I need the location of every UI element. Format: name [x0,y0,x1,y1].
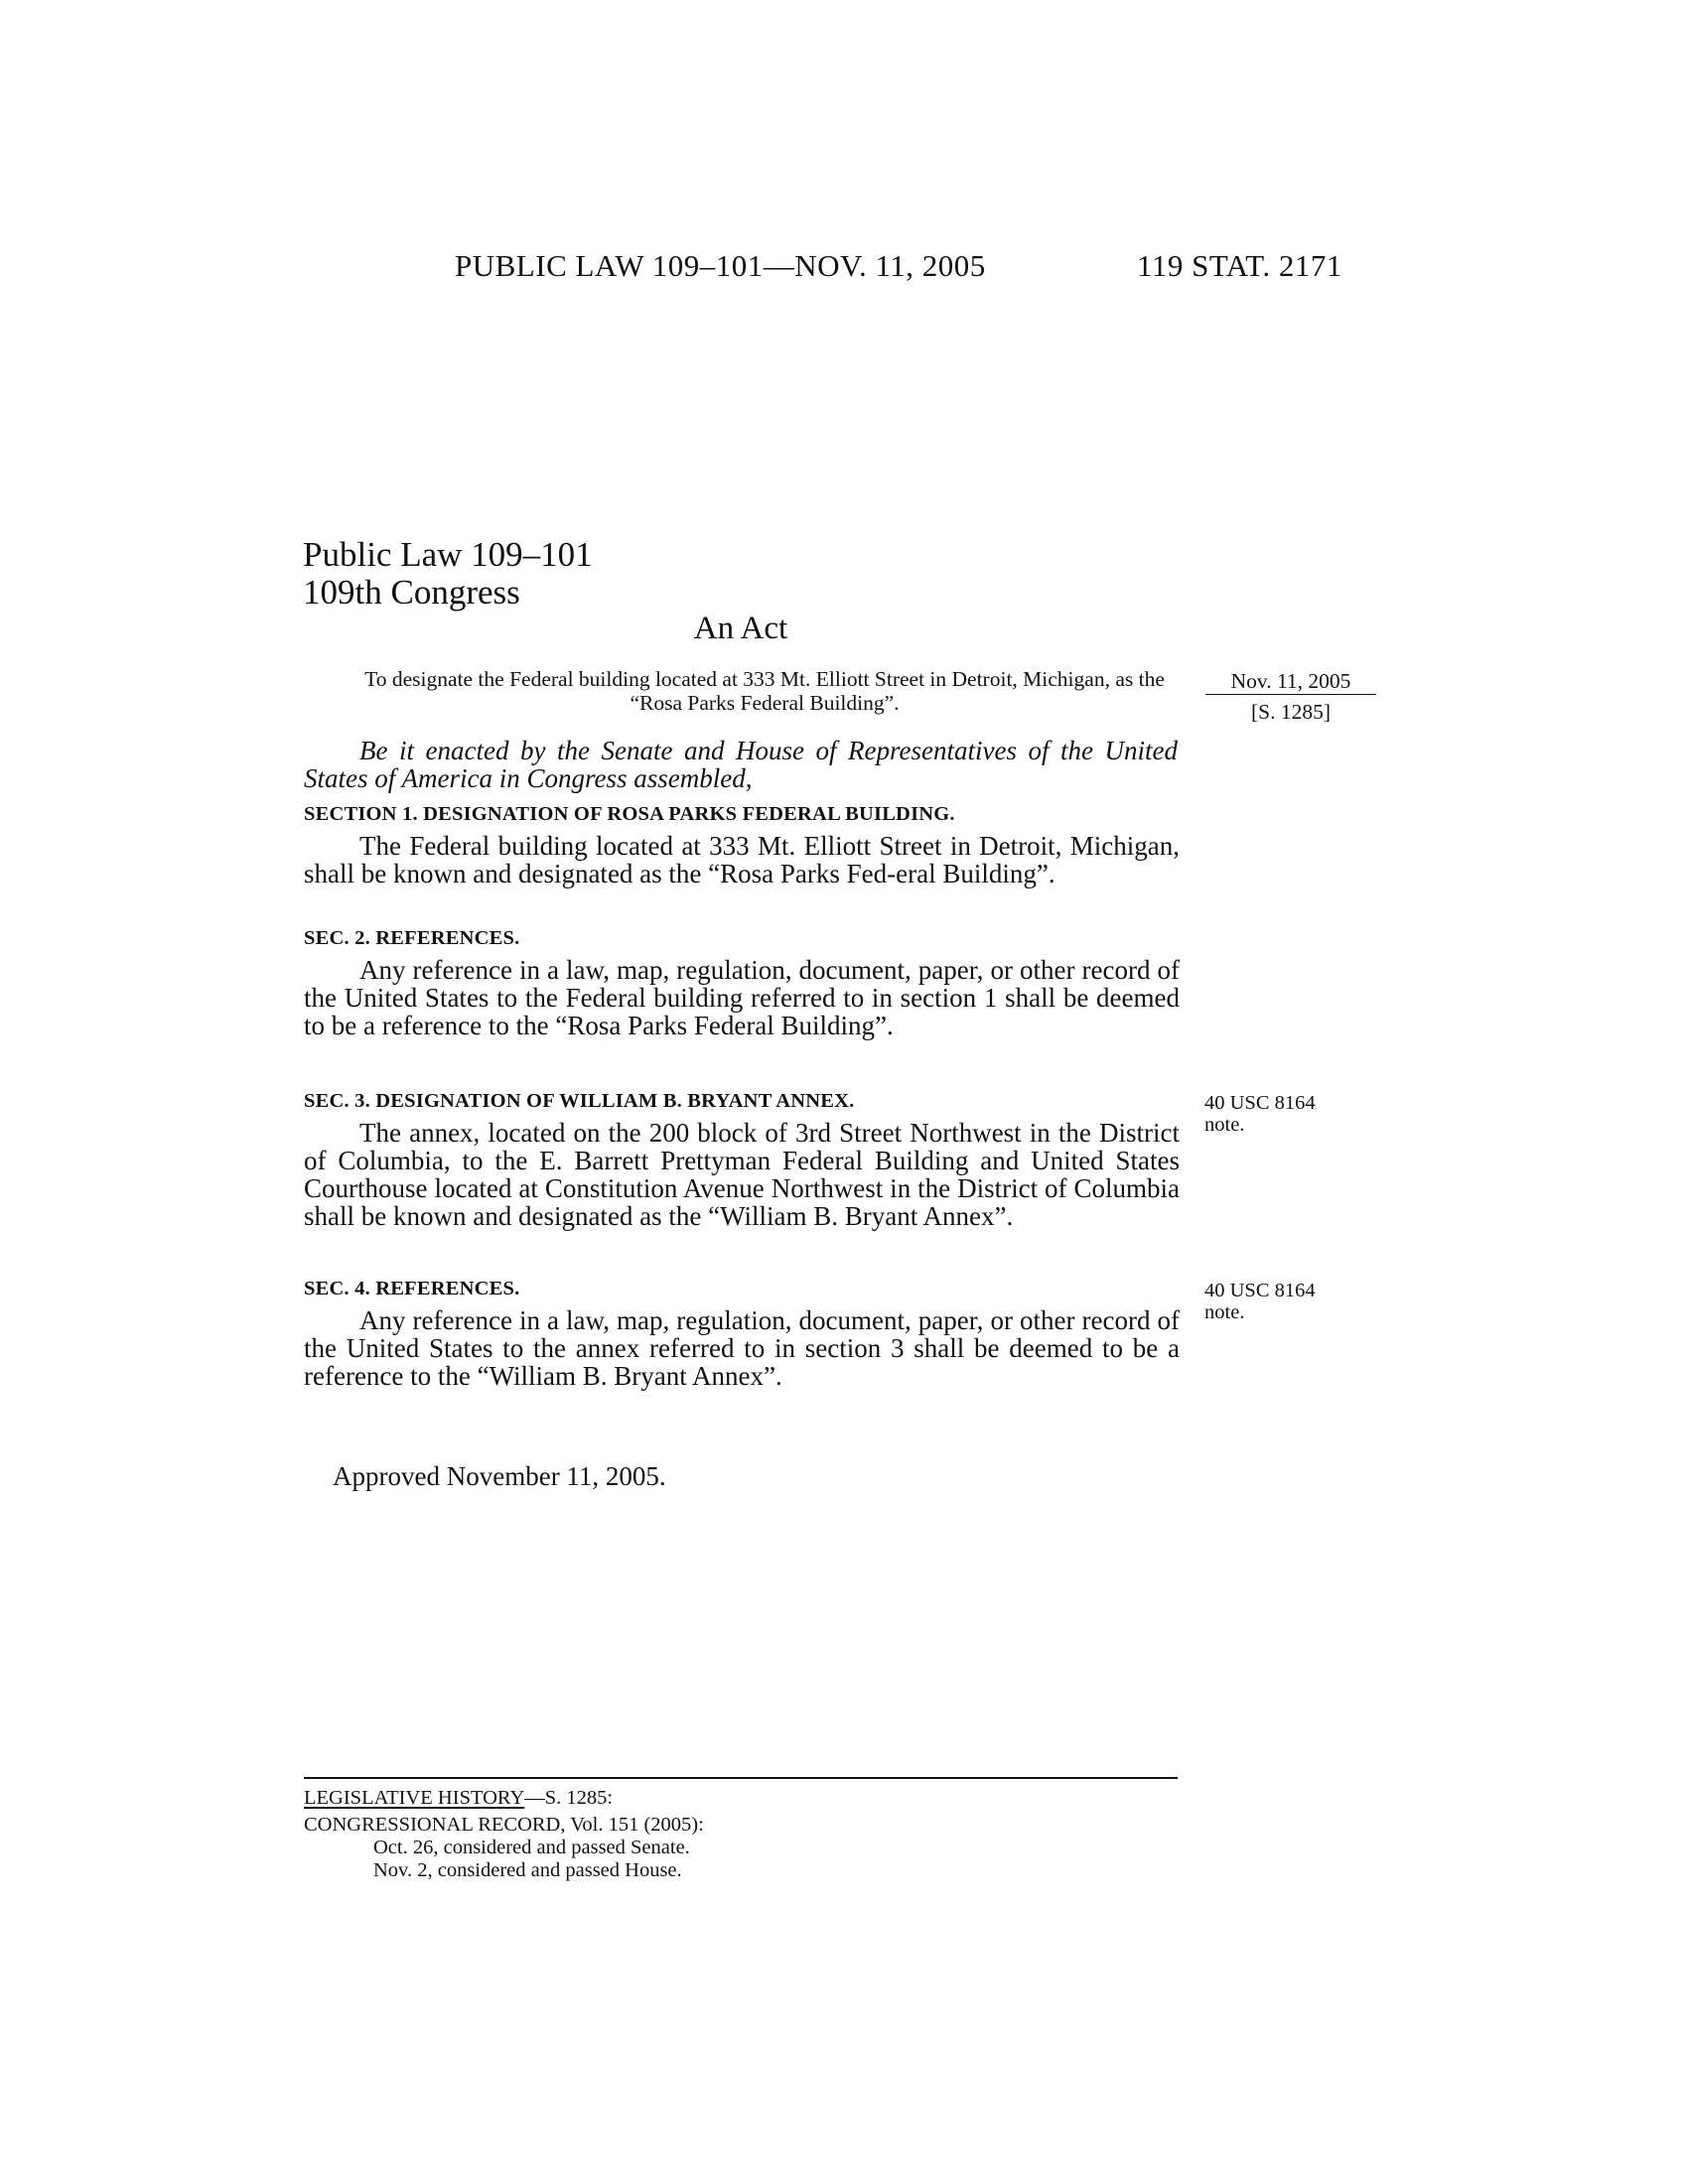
margin-note-citation: 40 USC 8164 [1204,1092,1316,1114]
stat-page-number: 119 STAT. 2171 [1137,248,1342,283]
margin-note-citation: 40 USC 8164 [1204,1280,1316,1301]
margin-bill-number: [S. 1285] [1250,700,1332,724]
section-2-heading: SEC. 2. REFERENCES. [304,927,520,949]
margin-date: Nov. 11, 2005 [1230,669,1351,693]
section-4-heading: SEC. 4. REFERENCES. [304,1278,520,1299]
section-2-text: Any reference in a law, map, regulation, document, paper, or other record of the United States to the Federal building referred to in section 1 shall be deemed to be a reference to the “Rosa Parks Federal Building”. [304,955,1180,1040]
public-law-number: Public Law 109–101 [303,535,593,574]
act-purpose: To designate the Federal building located at 333 Mt. Elliott Street in Detroit, Michigan, as the “Rosa Parks Federal Building”. [364,667,1165,715]
section-3-heading: SEC. 3. DESIGNATION OF WILLIAM B. BRYANT ANNEX. [304,1090,855,1112]
approval-date: Approved November 11, 2005. [333,1461,666,1491]
enacting-clause: Be it enacted by the Senate and House of Representatives of the United States of America in Congress assembled, [304,736,1178,793]
margin-note-suffix: note. [1204,1114,1245,1136]
section-1-text: The Federal building located at 333 Mt. Elliott Street in Detroit, Michigan, shall be known and designated as the “Rosa Parks Fed-eral Building”. [304,831,1180,888]
legislative-history-heading [304,1787,613,1810]
legislative-history-label: LEGISLATIVE HISTORY [304,1787,525,1809]
section-3-margin-note [1204,1092,1363,1136]
congressional-record: CONGRESSIONAL RECORD, Vol. 151 (2005): [304,1814,704,1836]
act-heading: An Act [693,611,788,646]
running-title: PUBLIC LAW 109–101—NOV. 11, 2005 [455,248,986,283]
section-3-text: The annex, located on the 200 block of 3rd Street Northwest in the District of Columbia, to the E. Barrett Prettyman Federal Building and United States Courthouse located at Constitution Avenue Northwest in the District of Columbia shall be known and designated as the “William B. Bryant Annex”. [304,1118,1180,1231]
section-4-text: Any reference in a law, map, regulation, document, paper, or other record of the United States to the annex referred to in section 3 shall be deemed to be a reference to the “William B. Bryant Annex”. [304,1305,1180,1391]
section-4-margin-note [1204,1280,1363,1323]
margin-note-suffix: note. [1204,1301,1245,1323]
history-entry: Oct. 26, considered and passed Senate. [373,1837,690,1858]
section-1-heading: SECTION 1. DESIGNATION OF ROSA PARKS FEDERAL BUILDING. [304,803,955,825]
legislative-history-bill: —S. 1285: [524,1787,614,1809]
footnote-rule [304,1777,1178,1779]
margin-divider [1205,694,1376,695]
congress-number: 109th Congress [303,573,520,612]
history-entry: Nov. 2, considered and passed House. [373,1859,682,1881]
